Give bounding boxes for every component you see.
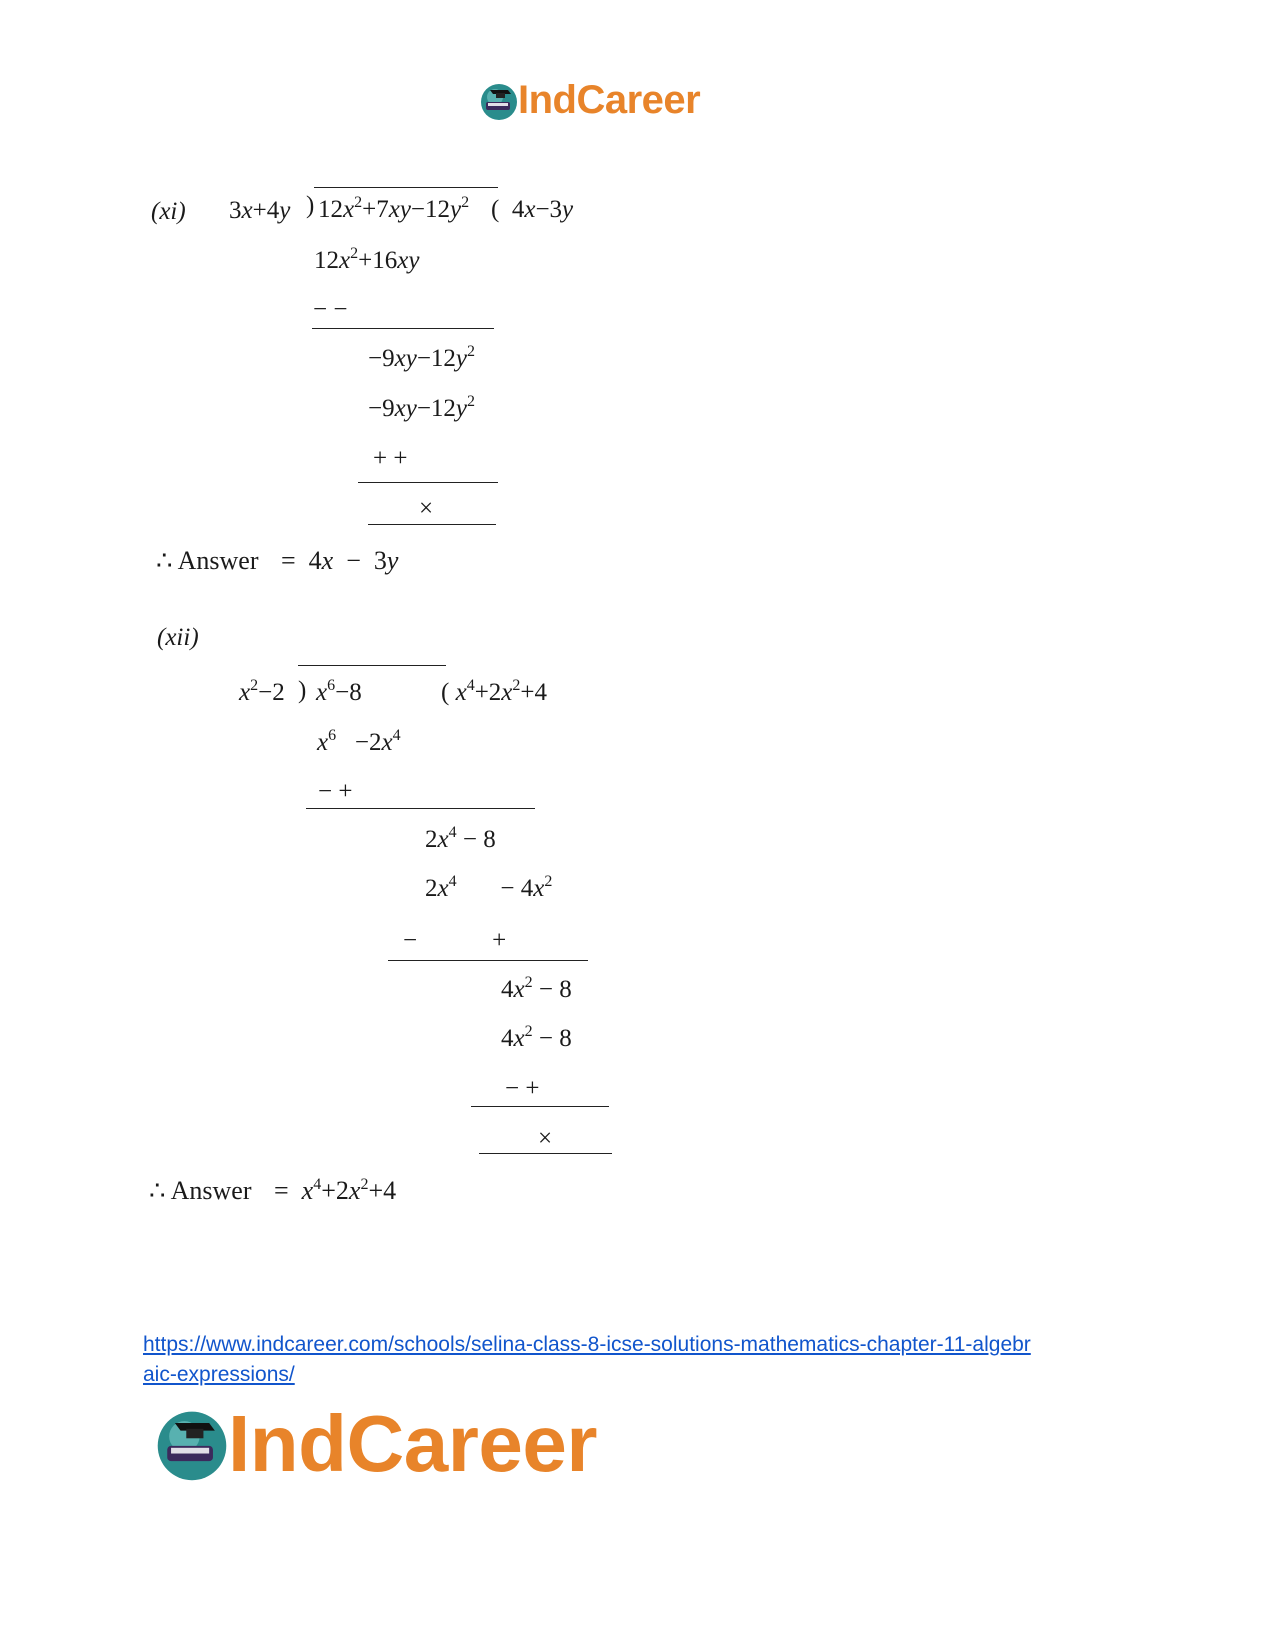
answer: = $x^4+2x^2+4$: [274, 1176, 397, 1205]
answer: = 4x − 3y: [281, 546, 399, 575]
step-row: $2x^4 - 8$: [425, 824, 496, 853]
sign-row: − −: [313, 296, 348, 323]
subtraction-line: [479, 1153, 612, 1154]
globe-book-icon: [478, 80, 520, 122]
source-link-line1[interactable]: https://www.indcareer.com/schools/selina-class-8-icse-solutions-mathematics-chapter-11-algebr: [143, 1333, 1031, 1356]
brand-name: IndCareer: [228, 1399, 597, 1488]
division-bracket: ): [306, 192, 315, 219]
step-row: $2x^4$ − $4x^2$: [425, 873, 553, 902]
brand-name: IndCareer: [518, 78, 701, 122]
dividend: $x^6-8$: [316, 677, 362, 706]
remainder-mark: ×: [538, 1125, 553, 1152]
divisor: 3x+4y: [229, 197, 291, 224]
vinculum: [298, 665, 446, 666]
subtraction-line: [358, 482, 498, 483]
footer-logo: [152, 1398, 597, 1490]
dividend: $12x^2+7xy-12y^2$: [318, 194, 470, 223]
remainder-mark: ×: [419, 495, 434, 522]
sign-row: − +: [318, 778, 353, 805]
sign-row: − +: [505, 1075, 540, 1102]
subtraction-line: [388, 960, 588, 961]
step-row: $12x^2+16xy$: [314, 245, 420, 274]
header-logo: [478, 78, 700, 123]
quotient: ( $x^4+2x^2+4$: [441, 677, 548, 706]
source-link[interactable]: [143, 1330, 1031, 1390]
step-row: $x^6 -2x^4$: [317, 727, 401, 756]
sign-row: − +: [403, 927, 507, 954]
problem-label: (xii): [157, 624, 199, 651]
division-bracket: ): [298, 677, 307, 704]
answer-prefix: ∴ Answer: [156, 546, 259, 575]
quotient: ( 4x−3y: [491, 196, 574, 223]
sign-row: + +: [373, 445, 408, 472]
subtraction-line: [312, 328, 494, 329]
source-link-line2[interactable]: aic-expressions/: [143, 1363, 295, 1386]
subtraction-line: [368, 524, 496, 525]
answer-prefix: ∴ Answer: [149, 1176, 252, 1205]
step-row: $4x^2 - 8$: [501, 1023, 572, 1052]
step-row: $4x^2 - 8$: [501, 974, 572, 1003]
subtraction-line: [471, 1106, 609, 1107]
step-row: $-9xy-12y^2$: [368, 343, 476, 372]
step-row: $-9xy-12y^2$: [368, 393, 476, 422]
vinculum: [314, 187, 498, 188]
globe-book-icon: [152, 1404, 232, 1484]
divisor: $x^2-2$: [239, 677, 285, 706]
subtraction-line: [306, 808, 535, 809]
problem-label: (xi): [151, 198, 186, 225]
